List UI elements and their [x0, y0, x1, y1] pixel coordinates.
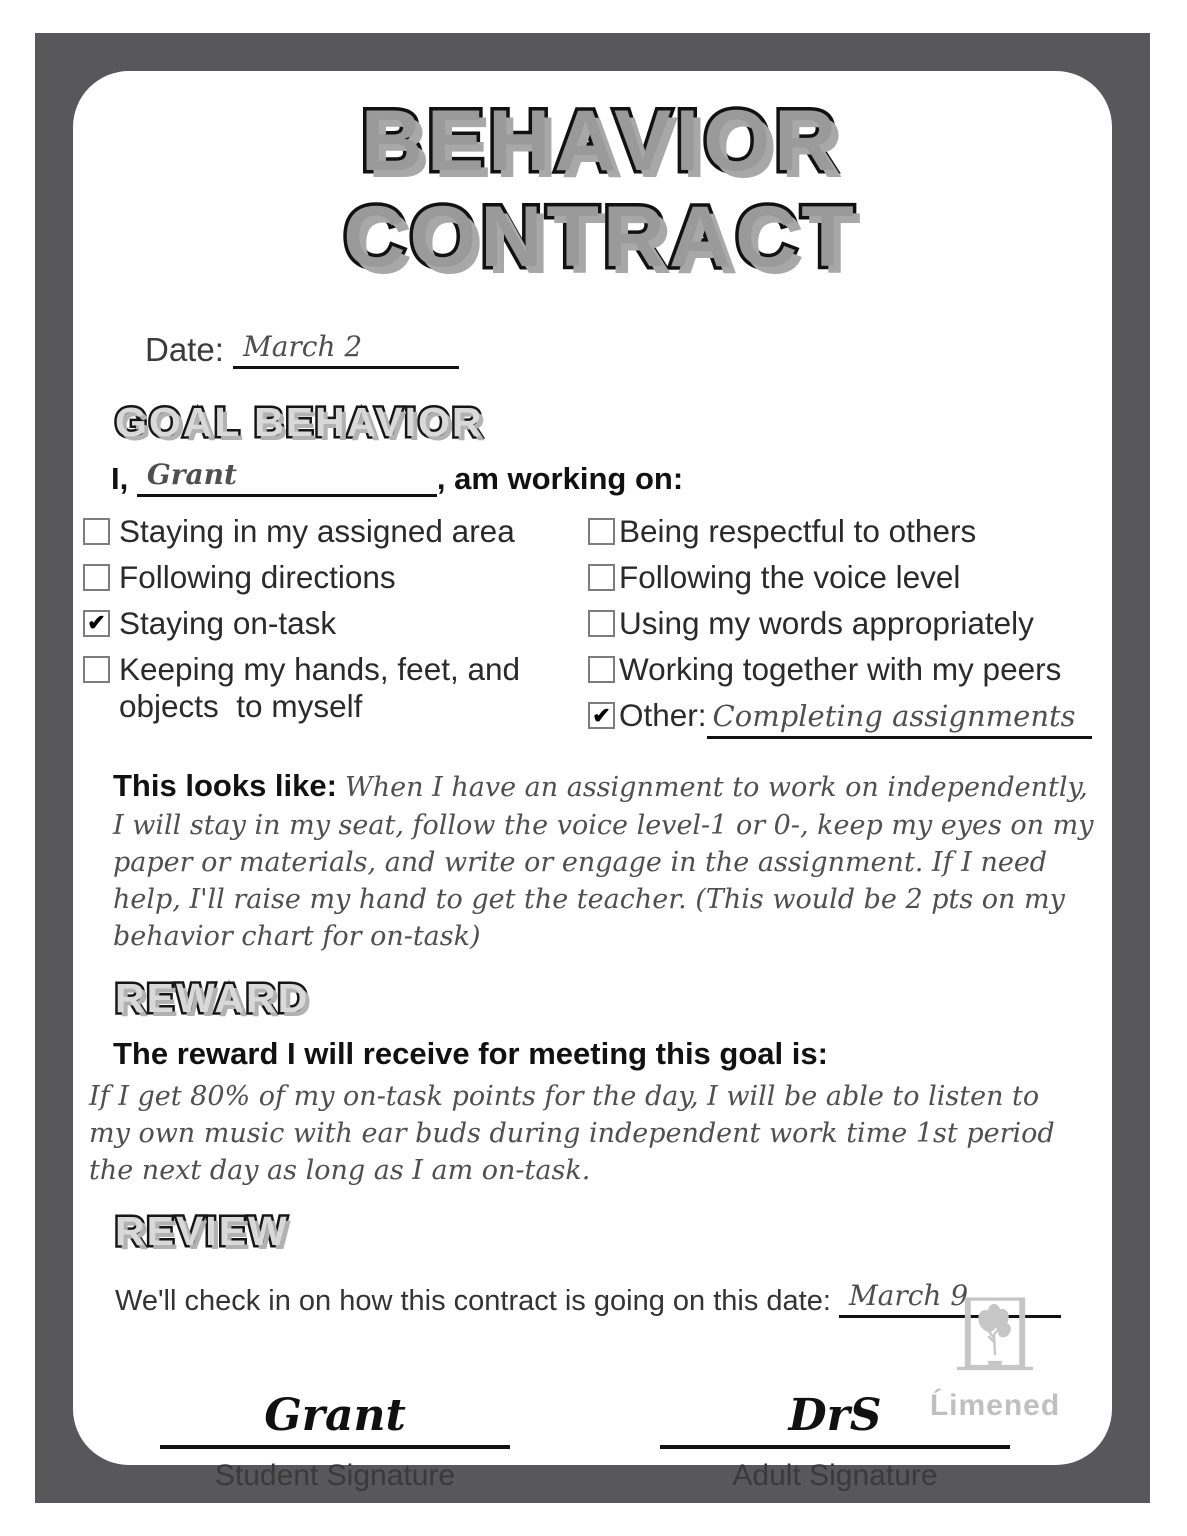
title-line-2: CONTRACT: [343, 189, 858, 286]
checkbox-item-following-directions: [83, 559, 588, 596]
checkbox-item-working-with-peers: [588, 651, 1098, 688]
checkbox-being-respectful[interactable]: [588, 518, 615, 545]
checkbox-label: Staying on-task: [119, 604, 337, 641]
adult-signature-field[interactable]: DrS: [660, 1390, 1010, 1449]
student-signature-label: Student Signature: [214, 1458, 456, 1492]
checkbox-item-being-respectful: [588, 513, 1098, 550]
student-name-field[interactable]: [137, 456, 437, 497]
potted-plant-icon: [957, 1296, 1033, 1382]
goal-behavior-header: GOAL BEHAVIOR: [115, 398, 484, 445]
goal-checkbox-grid: [83, 513, 1098, 749]
checkbox-item-staying-on-task: [83, 605, 588, 642]
checkbox-label: Staying in my assigned area: [119, 512, 515, 549]
checkbox-column-left: [83, 513, 588, 749]
title-line-1: BEHAVIOR: [360, 93, 841, 189]
checkbox-item-keeping-hands-feet-objects: [83, 651, 588, 725]
intro-prefix: I,: [111, 460, 129, 496]
checkbox-label: Other:: [619, 697, 707, 734]
gray-border-frame: [35, 33, 1150, 1503]
checkbox-label: Following directions: [119, 558, 396, 595]
review-prompt: We'll check in on how this contract is going on this date:: [115, 1284, 831, 1317]
checkbox-working-with-peers[interactable]: [588, 656, 615, 683]
checkbox-label: Working together with my peers: [619, 651, 1062, 688]
document-title: [103, 93, 1098, 286]
checkbox-label: Being respectful to others: [619, 512, 977, 549]
checkbox-staying-in-my-assigned-area[interactable]: [83, 518, 110, 545]
student-signature-field[interactable]: Grant: [160, 1390, 510, 1449]
brand-name: Ĺimened: [929, 1389, 1061, 1422]
student-name-value: Grant: [146, 457, 237, 491]
checkbox-using-words-appropriately[interactable]: [588, 610, 615, 637]
checkbox-following-voice-level[interactable]: [588, 564, 615, 591]
reward-prompt: The reward I will receive for meeting this goal is:: [113, 1035, 828, 1071]
looks-like-section: [113, 766, 1096, 955]
date-label: Date:: [145, 330, 224, 368]
checkbox-label: Following the voice level: [619, 558, 961, 595]
looks-like-label: This looks like:: [113, 768, 337, 804]
student-signature-block: [160, 1390, 510, 1493]
adult-signature-label: Adult Signature: [732, 1458, 938, 1492]
review-header: REVIEW: [115, 1207, 289, 1254]
checkbox-label: Keeping my hands, feet, and objects to myself: [119, 651, 529, 725]
checkbox-following-directions[interactable]: [83, 564, 110, 591]
reward-text: If I get 80% of my on-task points for the day, I will be able to listen to my own music with ear buds during independent work time 1st period the next day as long as I am on-task.: [89, 1080, 1055, 1187]
intro-suffix: , am working on:: [436, 460, 684, 496]
checkbox-item-following-voice-level: [588, 559, 1098, 596]
review-date-value: March 9: [848, 1278, 969, 1312]
checkbox-staying-on-task[interactable]: ✔: [83, 610, 110, 637]
checkbox-item-using-words-appropriately: [588, 605, 1098, 642]
date-field[interactable]: [233, 326, 459, 369]
reward-header: REWARD: [115, 974, 310, 1021]
intro-line: [111, 456, 1098, 497]
date-row: [145, 326, 1098, 369]
checkbox-column-right: [588, 513, 1098, 749]
brand-logo: [920, 1296, 1070, 1423]
other-value: Completing assignments: [712, 699, 1076, 734]
other-field[interactable]: [707, 697, 1092, 739]
checkbox-item-staying-in-my-assigned-area: [83, 513, 588, 550]
checkbox-item-other: [588, 697, 1098, 739]
looks-like-text: When I have an assignment to work on independently, I will stay in my seat, follow the voice level-1 or 0-, keep my eyes on my paper or materials, and write or engage in the assignment. If I need help, I'll raise my hand to get the teacher. (This would be 2 pts on my behavior chart for on-task): [113, 772, 1094, 952]
contract-page: [73, 71, 1112, 1492]
checkbox-label: Using my words appropriately: [619, 604, 1034, 641]
checkbox-keeping-hands-feet-objects[interactable]: [83, 656, 110, 683]
date-value: March 2: [243, 329, 363, 363]
checkbox-other[interactable]: ✔: [588, 702, 615, 729]
